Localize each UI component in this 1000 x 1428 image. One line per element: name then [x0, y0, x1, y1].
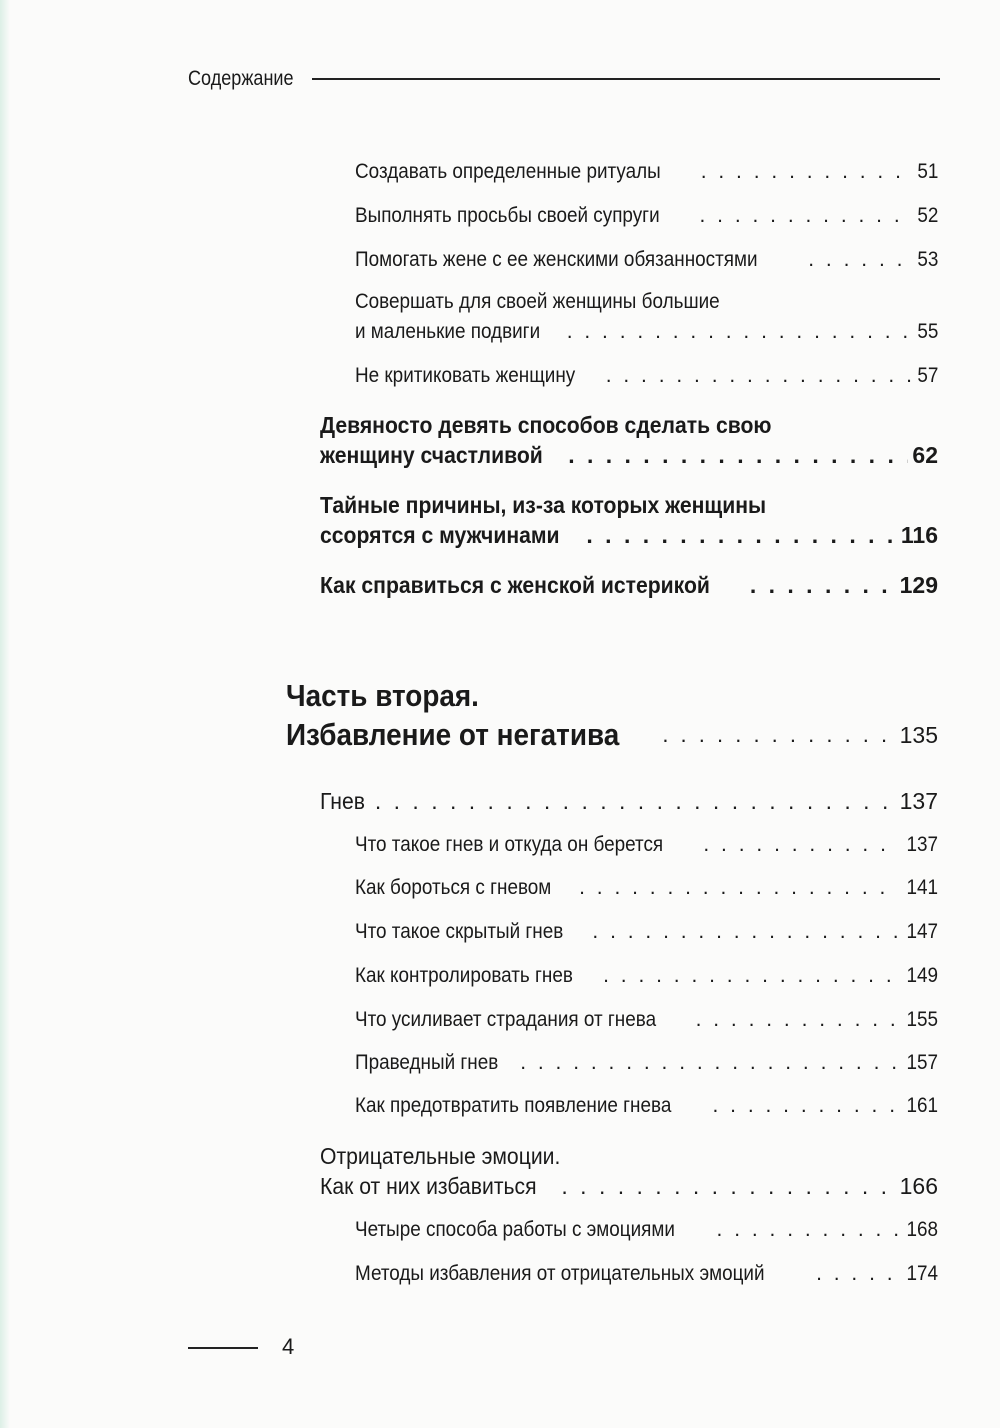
toc-entry-page: 62: [912, 442, 938, 468]
toc-entry-title: ссорятся с мужчинами: [320, 522, 560, 548]
toc-entry-title-line1: Девяносто девять способов сделать свою: [320, 412, 772, 438]
toc-entry[interactable]: [320, 786, 938, 816]
toc-entry-title: Что усиливает страдания от гнева: [355, 1008, 657, 1031]
toc-entry-page: 155: [906, 1008, 938, 1031]
running-header-title: Содержание: [188, 67, 294, 90]
dot-leader: [662, 716, 895, 754]
toc-entry-page: 166: [899, 1173, 938, 1199]
toc-entry-title: Выполнять просьбы своей супруги: [355, 204, 660, 227]
toc-entry[interactable]: [355, 202, 938, 230]
toc-entry[interactable]: [355, 1216, 938, 1244]
dot-leader: [701, 158, 911, 186]
toc-entry-page: 57: [916, 364, 938, 387]
toc-entry-page: 141: [906, 876, 938, 899]
toc-entry-page: 129: [899, 572, 938, 598]
toc-entry-title: Праведный гнев: [355, 1051, 499, 1074]
toc-entry-page: 137: [899, 788, 938, 814]
toc-entry-title: Гнев: [320, 788, 365, 814]
dot-leader: [808, 246, 910, 274]
toc-entry[interactable]: [320, 570, 938, 600]
toc-entry-title: Как справиться с женской истерикой: [320, 572, 710, 598]
dot-leader: [375, 786, 896, 816]
toc-entry-title: и маленькие подвиги: [355, 320, 541, 343]
toc-entry[interactable]: [355, 874, 938, 902]
part-heading[interactable]: [286, 716, 938, 754]
toc-entry[interactable]: [355, 158, 938, 186]
toc-entry-page: 137: [906, 833, 938, 856]
dot-leader: [750, 570, 896, 600]
dot-leader: [568, 440, 908, 470]
toc-entry-page: 55: [916, 320, 938, 343]
toc-entry[interactable]: [355, 1006, 938, 1034]
toc-entry[interactable]: [355, 962, 938, 990]
toc-entry[interactable]: [355, 362, 938, 390]
page-edge-tint: [0, 0, 10, 1428]
toc-entry[interactable]: [320, 440, 938, 470]
toc-entry-page: 51: [916, 160, 938, 183]
toc-entry-title: Как от них избавиться: [320, 1173, 537, 1199]
toc-entry-title: женщину счастливой: [320, 442, 543, 468]
toc-entry[interactable]: [355, 831, 938, 859]
toc-entry-title: Четыре способа работы с эмоциями: [355, 1218, 675, 1241]
toc-entry-title-line1: Тайные причины, из-за которых женщины: [320, 492, 767, 518]
dot-leader: [567, 318, 911, 346]
toc-entry-title: Создавать определенные ритуалы: [355, 160, 661, 183]
toc-entry-page: 147: [906, 920, 938, 943]
toc-entry-title: Как бороться с гневом: [355, 876, 552, 899]
running-header: [188, 66, 940, 92]
toc-entry-page: 168: [906, 1218, 938, 1241]
dot-leader: [561, 1171, 895, 1201]
toc-entry[interactable]: [355, 1092, 938, 1120]
toc-entry-page: 174: [906, 1262, 938, 1285]
toc-entry-title: Помогать жене с ее женскими обязанностями: [355, 248, 758, 271]
toc-entry-title: Что такое скрытый гнев: [355, 920, 564, 943]
toc-entry-page: 116: [900, 522, 938, 548]
toc-entry[interactable]: [355, 918, 938, 946]
dot-leader: [603, 962, 899, 990]
toc-entry-page: 157: [906, 1051, 938, 1074]
footer-rule: [188, 1347, 258, 1349]
page-number: 4: [282, 1334, 295, 1359]
toc-entry[interactable]: [355, 1049, 938, 1077]
toc-entry[interactable]: [320, 520, 938, 550]
part-heading-page: 135: [899, 722, 938, 748]
dot-leader: [696, 1006, 899, 1034]
dot-leader: [579, 874, 899, 902]
part-heading-line1: Часть вторая.: [286, 678, 479, 713]
toc-entry-page: 161: [906, 1094, 938, 1117]
dot-leader: [699, 202, 910, 230]
toc-entry-title-line1: Отрицательные эмоции.: [320, 1143, 561, 1169]
toc-entry[interactable]: [355, 246, 938, 274]
toc-entry-page: 149: [906, 964, 938, 987]
dot-leader: [717, 1216, 899, 1244]
toc-entry-title: Не критиковать женщину: [355, 364, 576, 387]
dot-leader: [586, 520, 897, 550]
toc-entry-title: Что такое гнев и откуда он берется: [355, 833, 664, 856]
dot-leader: [520, 1049, 899, 1077]
part-heading-title: Избавление от негатива: [286, 717, 620, 752]
toc-entry-title-line1: Совершать для своей женщины большие: [355, 290, 720, 313]
dot-leader: [713, 1092, 899, 1120]
toc-entry[interactable]: [355, 318, 938, 346]
toc-entry-title: Методы избавления от отрицательных эмоций: [355, 1262, 765, 1285]
toc-entry[interactable]: [320, 1171, 938, 1201]
dot-leader: [592, 918, 899, 946]
dot-leader: [703, 831, 899, 859]
toc-entry-title: Как контролировать гнев: [355, 964, 573, 987]
dot-leader: [606, 362, 911, 390]
dot-leader: [816, 1260, 899, 1288]
toc-entry-page: 52: [916, 204, 938, 227]
toc-entry[interactable]: [355, 1260, 938, 1288]
toc-entry-title: Как предотвратить появление гнева: [355, 1094, 672, 1117]
toc-entry-page: 53: [916, 248, 938, 271]
header-rule: [312, 78, 940, 80]
